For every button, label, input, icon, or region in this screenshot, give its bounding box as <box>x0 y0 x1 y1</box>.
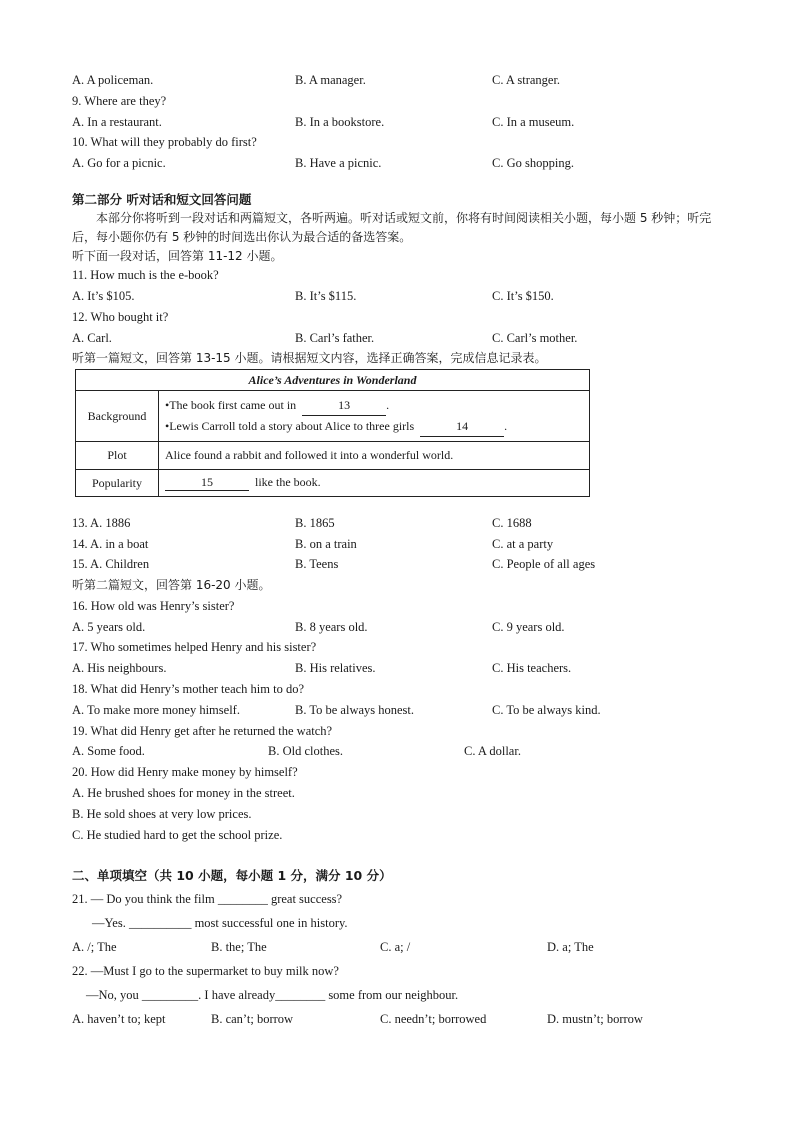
passage1-intro: 听第一篇短文，回答第 13-15 小题。请根据短文内容，选择正确答案，完成信息记录表。 <box>72 351 547 365</box>
q20-option-a: A. He brushed shoes for money in the street. <box>72 786 295 800</box>
q9-option-c: C. In a museum. <box>492 115 575 129</box>
background-line-2: •Lewis Carroll told a story about Alice to three girls 14 . <box>165 416 583 437</box>
q14-option-b: B. on a train <box>295 537 357 551</box>
q10-option-a: A. Go for a picnic. <box>72 156 166 170</box>
background-line-1-text: •The book first came out in <box>165 397 297 412</box>
q15-option-b: B. Teens <box>295 557 339 571</box>
q19-stem: 19. What did Henry get after he returned the watch? <box>72 724 333 738</box>
q17-stem: 17. Who sometimes helped Henry and his sister? <box>72 640 317 654</box>
q15-option-c: C. People of all ages <box>492 557 596 571</box>
q11-option-c: C. It’s $150. <box>492 289 554 303</box>
q22-line-1: 22. —Must I go to the supermarket to buy milk now? <box>72 964 339 978</box>
plot-label: Plot <box>76 442 159 470</box>
q13-option-b: B. 1865 <box>295 516 335 530</box>
q14-option-a: 14. A. in a boat <box>72 537 149 551</box>
part2-title: 第二部分 听对话和短文回答问题 <box>72 192 252 207</box>
q11-stem: 11. How much is the e-book? <box>72 268 219 282</box>
q18-stem: 18. What did Henry’s mother teach him to do? <box>72 682 305 696</box>
q21-line-1: 21. — Do you think the film ________ great success? <box>72 892 343 906</box>
q18-option-b: B. To be always honest. <box>295 703 415 717</box>
blank-15: 15 <box>165 475 249 491</box>
section2-title: 二、单项填空（共 10 小题，每小题 1 分，满分 10 分） <box>72 868 392 883</box>
q9-stem: 9. Where are they? <box>72 94 167 108</box>
q16-option-a: A. 5 years old. <box>72 620 146 634</box>
q22-option-d: D. mustn’t; borrow <box>547 1012 643 1026</box>
q16-stem: 16. How old was Henry’s sister? <box>72 599 235 613</box>
q13-option-c: C. 1688 <box>492 516 532 530</box>
background-line-2-text: •Lewis Carroll told a story about Alice to three girls <box>165 418 415 433</box>
q17-option-a: A. His neighbours. <box>72 661 167 675</box>
q17-option-b: B. His relatives. <box>295 661 376 675</box>
q18-option-a: A. To make more money himself. <box>72 703 240 717</box>
background-line-1: •The book first came out in 13 . <box>165 395 583 416</box>
passage2-intro: 听第二篇短文，回答第 16-20 小题。 <box>72 578 271 592</box>
q12-option-b: B. Carl’s father. <box>295 331 375 345</box>
q18-option-c: C. To be always kind. <box>492 703 601 717</box>
q20-option-b: B. He sold shoes at very low prices. <box>72 807 252 821</box>
q22-option-c: C. needn’t; borrowed <box>380 1012 487 1026</box>
q21-option-b: B. the; The <box>211 940 267 954</box>
q8-option-b: B. A manager. <box>295 73 366 87</box>
q8-option-c: C. A stranger. <box>492 73 561 87</box>
q21-option-d: D. a; The <box>547 940 594 954</box>
q8-option-a: A. A policeman. <box>72 73 154 87</box>
q15-option-a: 15. A. Children <box>72 557 150 571</box>
q19-option-b: B. Old clothes. <box>268 744 343 758</box>
q12-option-c: C. Carl’s mother. <box>492 331 578 345</box>
popularity-cell <box>159 470 590 497</box>
q10-stem: 10. What will they probably do first? <box>72 135 257 149</box>
q12-stem: 12. Who bought it? <box>72 310 169 324</box>
background-cell <box>159 391 590 442</box>
info-record-table <box>75 369 590 497</box>
q16-option-c: C. 9 years old. <box>492 620 565 634</box>
q21-option-c: C. a; / <box>380 940 411 954</box>
q21-option-a: A. /; The <box>72 940 117 954</box>
blank-13: 13 <box>302 395 386 416</box>
q22-option-b: B. can’t; borrow <box>211 1012 294 1026</box>
q9-option-a: A. In a restaurant. <box>72 115 162 129</box>
q11-option-a: A. It’s $105. <box>72 289 135 303</box>
q10-option-c: C. Go shopping. <box>492 156 574 170</box>
blank-14: 14 <box>420 416 504 437</box>
q10-option-b: B. Have a picnic. <box>295 156 382 170</box>
q19-option-a: A. Some food. <box>72 744 145 758</box>
q13-option-a: 13. A. 1886 <box>72 516 131 530</box>
plot-text: Alice found a rabbit and followed it into a wonderful world. <box>159 442 590 470</box>
q19-option-c: C. A dollar. <box>464 744 521 758</box>
background-label: Background <box>76 391 159 442</box>
part2-instructions: 本部分你将听到一段对话和两篇短文，各听两遍。听对话或短文前，你将有时间阅读相关小题，每小题 5 秒钟；听完后，每小题你仍有 5 秒钟的时间选出你认为最合适的备选答案。 <box>72 211 712 244</box>
dialog-intro: 听下面一段对话，回答第 11-12 小题。 <box>72 249 283 263</box>
q22-option-a: A. haven’t to; kept <box>72 1012 166 1026</box>
q21-line-2: —Yes. __________ most successful one in history. <box>92 916 348 930</box>
q20-option-c: C. He studied hard to get the school prize. <box>72 828 283 842</box>
table-title: Alice’s Adventures in Wonderland <box>76 370 590 391</box>
popularity-suffix: like the book. <box>255 475 321 489</box>
q20-stem: 20. How did Henry make money by himself? <box>72 765 298 779</box>
q14-option-c: C. at a party <box>492 537 554 551</box>
q16-option-b: B. 8 years old. <box>295 620 368 634</box>
q11-option-b: B. It’s $115. <box>295 289 357 303</box>
q17-option-c: C. His teachers. <box>492 661 572 675</box>
q22-line-2: —No, you _________. I have already________ some from our neighbour. <box>86 988 459 1002</box>
q12-option-a: A. Carl. <box>72 331 112 345</box>
q9-option-b: B. In a bookstore. <box>295 115 385 129</box>
popularity-label: Popularity <box>76 470 159 497</box>
